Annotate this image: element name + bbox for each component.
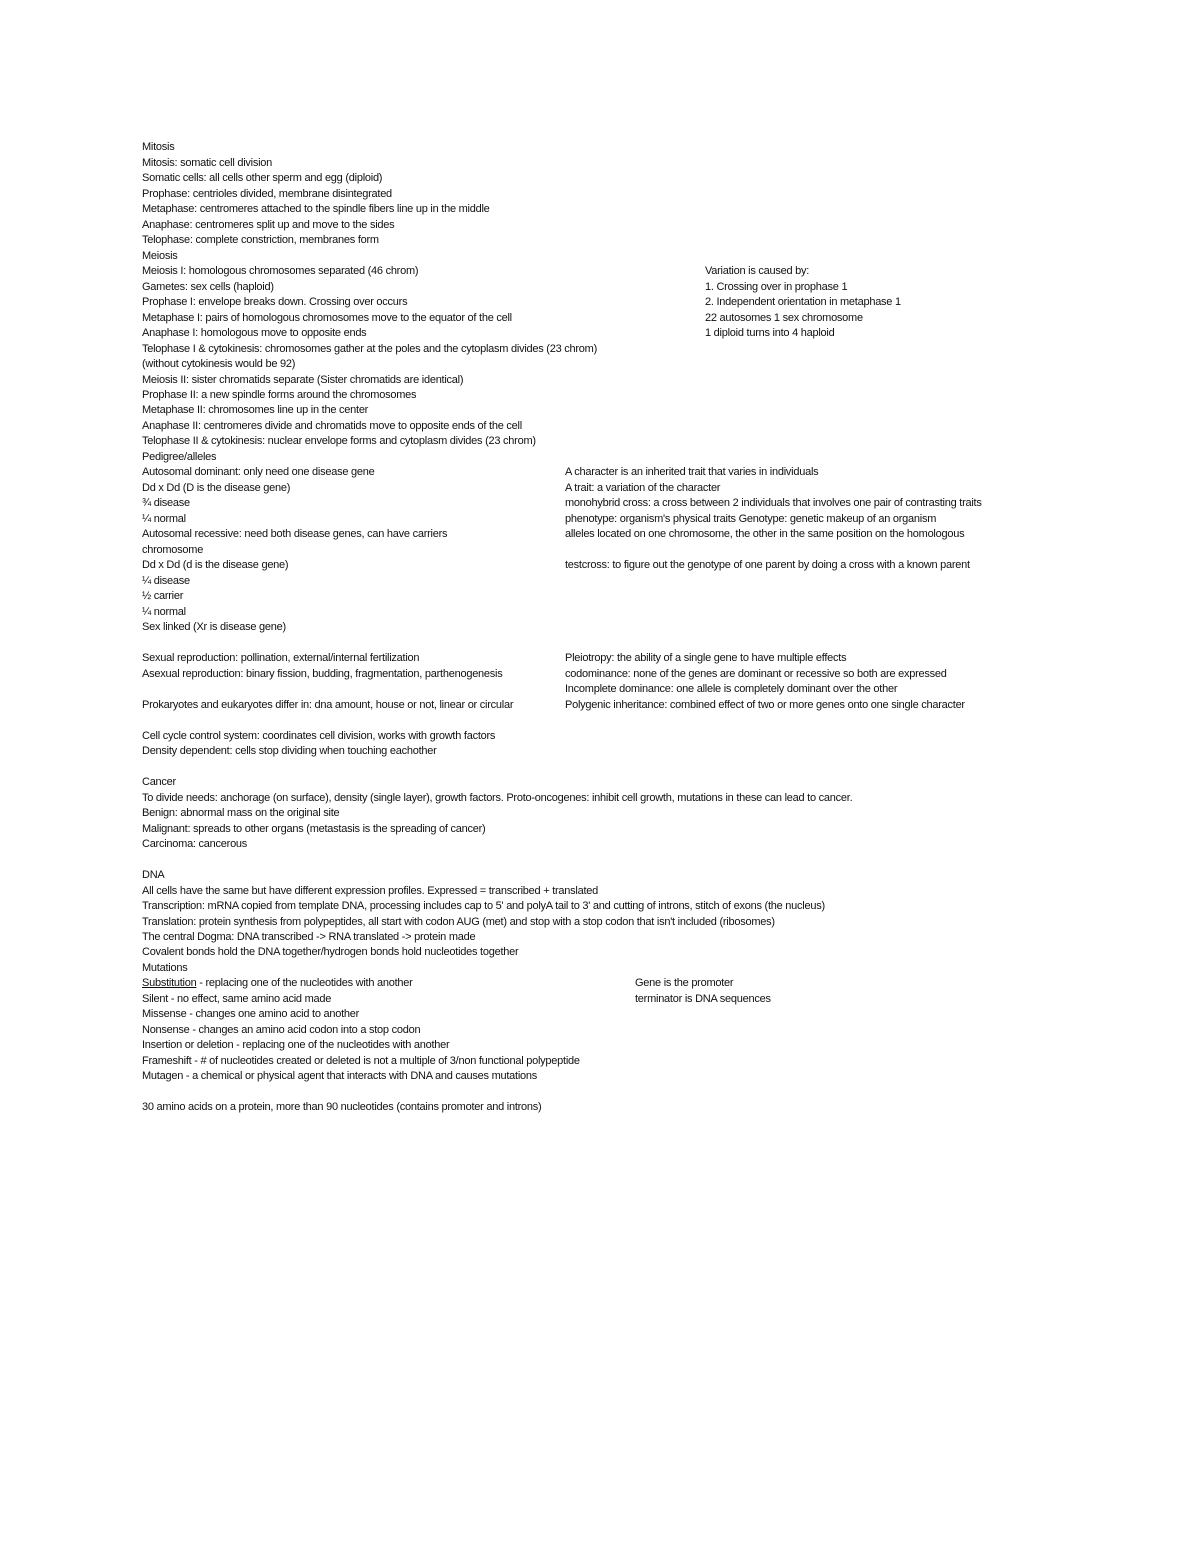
- text-line: Autosomal dominant: only need one disease gene: [142, 466, 375, 478]
- text-line: Transcription: mRNA copied from template DNA, processing includes cap to 5' and polyA tail to 3' and cutting of introns, stitch of exons (the nucleus): [142, 900, 825, 912]
- text-line: Cell cycle control system: coordinates cell division, works with growth factors: [142, 730, 496, 742]
- substitution-definition: - replacing one of the nucleotides with another: [196, 977, 413, 989]
- text-line: ¾ disease: [142, 497, 190, 509]
- text-line: 2. Independent orientation in metaphase 1: [705, 296, 901, 308]
- text-line: testcross: to figure out the genotype of one parent by doing a cross with a known parent: [565, 559, 970, 571]
- text-line: A character is an inherited trait that varies in individuals: [565, 466, 819, 478]
- text-line: Malignant: spreads to other organs (metastasis is the spreading of cancer): [142, 823, 486, 835]
- text-line: Anaphase I: homologous move to opposite ends: [142, 327, 367, 339]
- text-line: Telophase: complete constriction, membranes form: [142, 234, 379, 246]
- text-line: Metaphase: centromeres attached to the spindle fibers line up in the middle: [142, 203, 490, 215]
- text-line: Somatic cells: all cells other sperm and egg (diploid): [142, 172, 383, 184]
- text-line: monohybrid cross: a cross between 2 individuals that involves one pair of contrasting traits: [565, 497, 982, 509]
- text-line: Gametes: sex cells (haploid): [142, 281, 274, 293]
- text-line: Metaphase I: pairs of homologous chromosomes move to the equator of the cell: [142, 312, 512, 324]
- text-line: Autosomal recessive: need both disease genes, can have carriers: [142, 528, 448, 540]
- heading-mitosis: Mitosis: [142, 141, 175, 153]
- text-line: Covalent bonds hold the DNA together/hydrogen bonds hold nucleotides together: [142, 946, 519, 958]
- text-line: Frameshift - # of nucleotides created or deleted is not a multiple of 3/non functional polypeptide: [142, 1055, 580, 1067]
- text-line: Dd x Dd (d is the disease gene): [142, 559, 289, 571]
- heading-meiosis: Meiosis: [142, 250, 178, 262]
- text-line: Translation: protein synthesis from polypeptides, all start with codon AUG (met) and stop with a stop codon that isn't included (ribosomes): [142, 916, 775, 928]
- text-line: Sex linked (Xr is disease gene): [142, 621, 286, 633]
- text-line: Prophase I: envelope breaks down. Crossing over occurs: [142, 296, 408, 308]
- text-line: Pleiotropy: the ability of a single gene to have multiple effects: [565, 652, 847, 664]
- text-line: Telophase II & cytokinesis: nuclear envelope forms and cytoplasm divides (23 chrom): [142, 435, 536, 447]
- text-line: A trait: a variation of the character: [565, 482, 721, 494]
- substitution-term: Substitution: [142, 977, 197, 989]
- text-line: Anaphase II: centromeres divide and chromatids move to opposite ends of the cell: [142, 420, 522, 432]
- text-line: terminator is DNA sequences: [635, 993, 771, 1005]
- text-line: codominance: none of the genes are dominant or recessive so both are expressed: [565, 668, 947, 680]
- text-line: Sexual reproduction: pollination, external/internal fertilization: [142, 652, 420, 664]
- text-line: Silent - no effect, same amino acid made: [142, 993, 332, 1005]
- text-line: Carcinoma: cancerous: [142, 838, 248, 850]
- text-line: (without cytokinesis would be 92): [142, 358, 296, 370]
- text-line-substitution: [142, 977, 413, 990]
- text-line: 1. Crossing over in prophase 1: [705, 281, 848, 293]
- heading-mutations: Mutations: [142, 962, 188, 974]
- text-line: Missense - changes one amino acid to another: [142, 1008, 360, 1020]
- text-line: Prokaryotes and eukaryotes differ in: dna amount, house or not, linear or circular: [142, 699, 514, 711]
- text-line: Prophase II: a new spindle forms around the chromosomes: [142, 389, 417, 401]
- text-line: Asexual reproduction: binary fission, budding, fragmentation, parthenogenesis: [142, 668, 503, 680]
- text-line: 1 diploid turns into 4 haploid: [705, 327, 835, 339]
- text-line: Nonsense - changes an amino acid codon into a stop codon: [142, 1024, 421, 1036]
- text-line: alleles located on one chromosome, the other in the same position on the homologous: [565, 528, 965, 540]
- text-line: Meiosis II: sister chromatids separate (Sister chromatids are identical): [142, 374, 464, 386]
- text-line: Mitosis: somatic cell division: [142, 157, 273, 169]
- text-line: ½ carrier: [142, 590, 184, 602]
- text-line: phenotype: organism's physical traits Genotype: genetic makeup of an organism: [565, 513, 937, 525]
- text-line: ¼ disease: [142, 575, 190, 587]
- text-line: Incomplete dominance: one allele is completely dominant over the other: [565, 683, 898, 695]
- text-line: Telophase I & cytokinesis: chromosomes gather at the poles and the cytoplasm divides (23 chrom): [142, 343, 597, 355]
- text-line: Polygenic inheritance: combined effect of two or more genes onto one single character: [565, 699, 965, 711]
- text-line: To divide needs: anchorage (on surface), density (single layer), growth factors. Proto-oncogenes: inhibit cell growth, mutations in these can lead to cancer.: [142, 792, 853, 804]
- text-line: ¼ normal: [142, 606, 186, 618]
- text-line: Gene is the promoter: [635, 977, 734, 989]
- text-line: Insertion or deletion - replacing one of the nucleotides with another: [142, 1039, 450, 1051]
- text-line: Metaphase II: chromosomes line up in the center: [142, 404, 369, 416]
- text-line: Prophase: centrioles divided, membrane disintegrated: [142, 188, 392, 200]
- heading-dna: DNA: [142, 869, 165, 881]
- text-line: The central Dogma: DNA transcribed -> RNA translated -> protein made: [142, 931, 476, 943]
- text-line: Anaphase: centromeres split up and move to the sides: [142, 219, 395, 231]
- text-line: ¼ normal: [142, 513, 186, 525]
- heading-cancer: Cancer: [142, 776, 176, 788]
- text-line: Mutagen - a chemical or physical agent that interacts with DNA and causes mutations: [142, 1070, 538, 1082]
- text-line: Dd x Dd (D is the disease gene): [142, 482, 291, 494]
- text-line: Density dependent: cells stop dividing when touching eachother: [142, 745, 437, 757]
- text-line: Variation is caused by:: [705, 265, 810, 277]
- text-line: 30 amino acids on a protein, more than 90 nucleotides (contains promoter and introns): [142, 1101, 542, 1113]
- text-line: Meiosis I: homologous chromosomes separated (46 chrom): [142, 265, 419, 277]
- text-line: 22 autosomes 1 sex chromosome: [705, 312, 863, 324]
- text-line: All cells have the same but have different expression profiles. Expressed = transcribed + translated: [142, 885, 599, 897]
- text-line: chromosome: [142, 544, 204, 556]
- text-line: Benign: abnormal mass on the original site: [142, 807, 340, 819]
- heading-pedigree: Pedigree/alleles: [142, 451, 217, 463]
